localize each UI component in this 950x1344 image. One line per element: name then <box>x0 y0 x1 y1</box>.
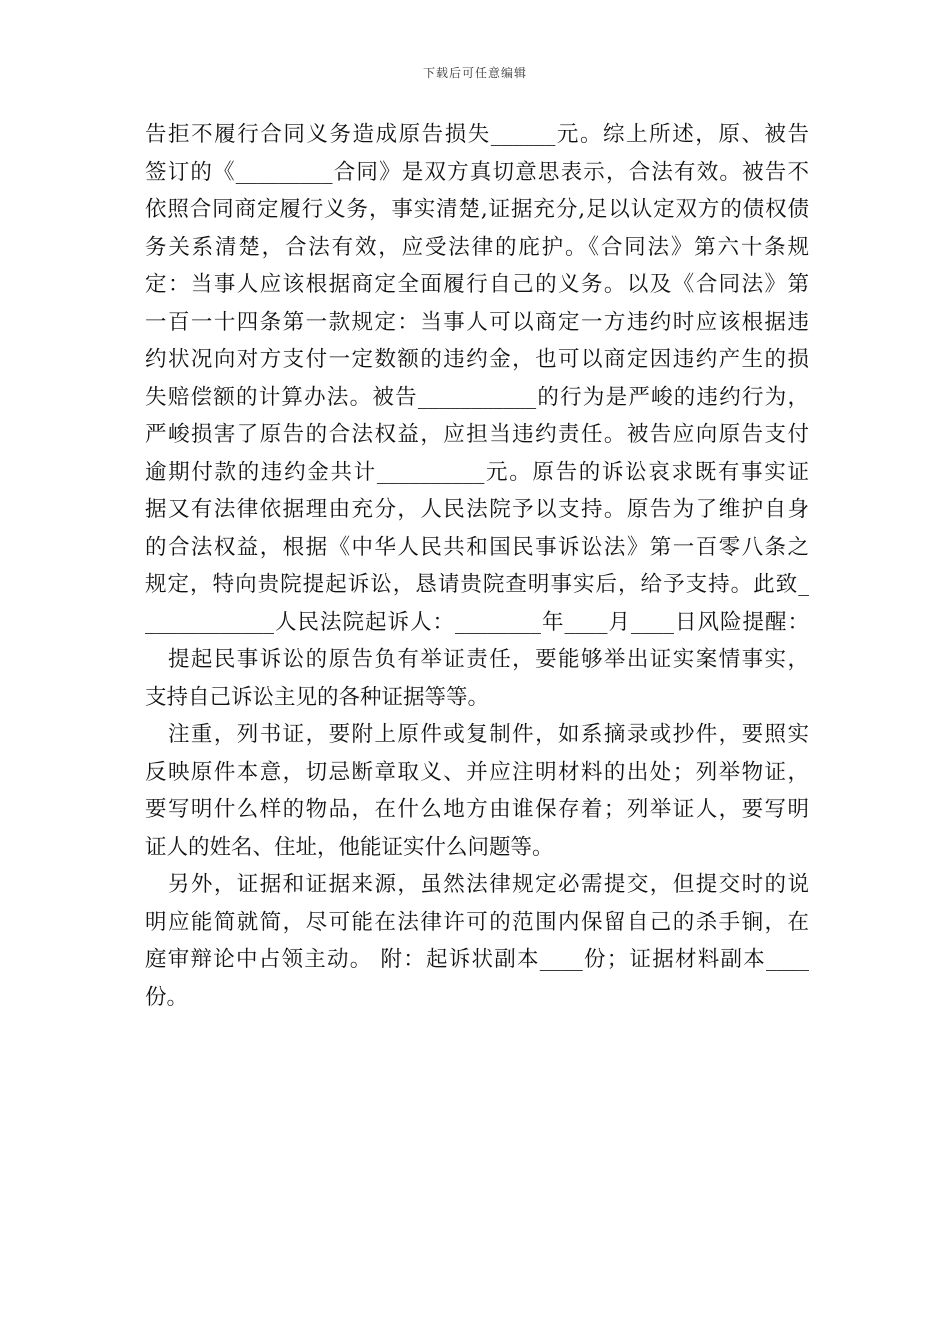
text-line: 证人的姓名、住址，他能证实什么问题等。 <box>145 834 554 860</box>
text-line: 支持自己诉讼主见的各种证据等等。 <box>145 684 490 710</box>
text-line: 一百一十四条第一款规定：当事人可以商定一方违约时应该根据违 <box>145 309 809 335</box>
text-line: 规定，特向贵院提起诉讼，恳请贵院查明事实后，给予支持。此致_ <box>145 572 809 597</box>
text-line: 失赔偿额的计算办法。被告___________的行为是严峻的违约行为， <box>145 384 809 410</box>
text-line: 庭审辩论中占领主动。 附：起诉状副本____份；证据材料副本____ <box>145 947 809 972</box>
page-header: 下载后可任意编辑 <box>422 66 527 80</box>
text-line: 定：当事人应该根据商定全面履行自己的义务。以及《合同法》第 <box>145 272 809 297</box>
text-line: 反映原件本意，切忌断章取义、并应注明材料的出处；列举物证， <box>145 759 809 785</box>
text-line: 要写明什么样的物品，在什么地方由谁保存着；列举证人，要写明 <box>145 797 809 822</box>
text-line: 逾期付款的违约金共计__________元。原告的诉讼哀求既有事实证 <box>145 459 809 485</box>
paragraph-start-line: 注重，列书证，要附上原件或复制件，如系摘录或抄件，要照实 <box>145 722 809 747</box>
text-line: 明应能简就简，尽可能在法律许可的范围内保留自己的杀手锏，在 <box>145 909 809 935</box>
text-line: 严峻损害了原告的合法权益，应担当违约责任。被告应向原告支付 <box>145 422 809 447</box>
paragraph-start-line: 提起民事诉讼的原告负有举证责任，要能够举出证实案情事实， <box>145 647 809 672</box>
paragraph-start-line: 另外，证据和证据来源，虽然法律规定必需提交，但提交时的说 <box>145 872 809 897</box>
text-line: 据又有法律依据理由充分，人民法院予以支持。原告为了维护自身 <box>145 497 809 522</box>
text-line: 份。 <box>145 984 189 1010</box>
text-line: 依照合同商定履行义务，事实清楚,证据充分,足以认定双方的债权债 <box>145 197 809 222</box>
text-line: 签订的《_________合同》是双方真切意思表示，合法有效。被告不 <box>145 159 809 185</box>
document-body <box>145 116 809 1016</box>
text-line: 约状况向对方支付一定数额的违约金，也可以商定因违约产生的损 <box>145 347 809 372</box>
text-line: ____________人民法院起诉人：________年____月____日风险提醒： <box>145 609 809 635</box>
text-line: 告拒不履行合同义务造成原告损失______元。综上所述，原、被告 <box>145 122 809 147</box>
text-line: 务关系清楚，合法有效，应受法律的庇护。《合同法》第六十条规 <box>145 234 809 260</box>
text-line: 的合法权益，根据《中华人民共和国民事诉讼法》第一百零八条之 <box>145 534 809 560</box>
